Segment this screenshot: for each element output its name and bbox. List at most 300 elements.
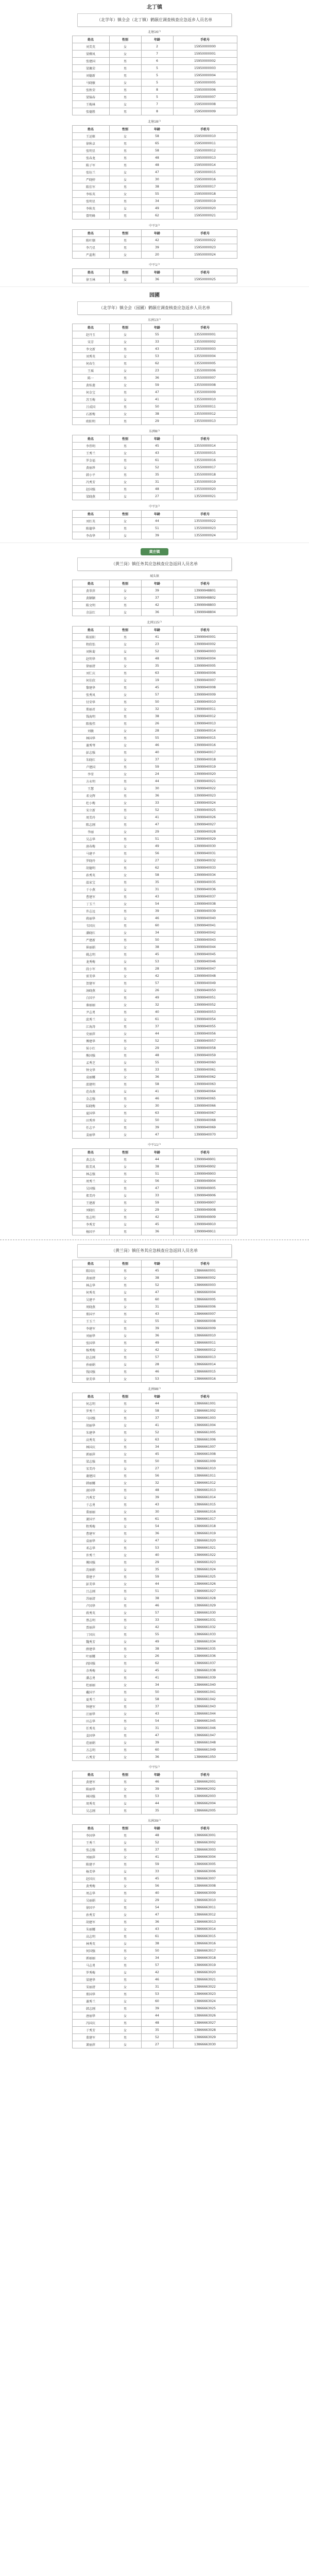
table-row <box>72 1207 237 1214</box>
cell-age: 37 <box>141 756 173 764</box>
cell-name: 余秀梅 <box>72 1667 109 1674</box>
cell-name: 蒋秀英 <box>72 1609 109 1617</box>
cell-gender: 男 <box>109 471 141 479</box>
cell-name: 程秀梅 <box>72 1523 109 1530</box>
table-row <box>72 353 237 360</box>
cell-name: 唐丽华 <box>72 2012 109 2020</box>
table-row <box>72 1016 237 1023</box>
cell-gender: 男 <box>109 908 141 915</box>
table-row <box>72 360 237 367</box>
cell-phone: 13866661013 <box>173 1487 237 1494</box>
table-row <box>72 251 237 259</box>
column-header: 手机号 <box>173 230 237 237</box>
column-header: 手机号 <box>173 1393 237 1400</box>
cell-age: 62 <box>141 1660 173 1667</box>
cell-age: 39 <box>141 2005 173 2012</box>
cell-name: 石秀芳 <box>72 1754 109 1761</box>
cell-gender: 女 <box>109 50 141 58</box>
cell-phone: 13866661042 <box>173 1696 237 1703</box>
cell-age: 23 <box>141 367 173 375</box>
cell-age: 36 <box>141 1754 173 1761</box>
table-row <box>72 641 237 648</box>
cell-phone: 13999949908 <box>173 1207 237 1214</box>
table-row <box>72 663 237 670</box>
cell-name: 张春龙 <box>72 155 109 162</box>
cell-gender: 男 <box>109 1296 141 1303</box>
cell-age: 28 <box>141 965 173 973</box>
table-row <box>72 1911 237 1919</box>
cell-age: 50 <box>141 1458 173 1465</box>
cell-phone: 13866661029 <box>173 1602 237 1609</box>
cell-name: 阎国强 <box>72 1660 109 1667</box>
cell-age: 55 <box>141 191 173 198</box>
table-row <box>72 1703 237 1710</box>
cell-phone: 13866660010 <box>173 1332 237 1340</box>
table-row <box>72 1832 237 1839</box>
cell-gender: 男 <box>109 1617 141 1624</box>
table-row <box>72 1221 237 1228</box>
cell-gender: 男 <box>109 937 141 944</box>
cell-age: 35 <box>141 1566 173 1573</box>
table-row <box>72 828 237 836</box>
table-row <box>72 929 237 937</box>
cell-phone: 15950000006 <box>173 87 237 94</box>
cell-age: 36 <box>141 1919 173 1926</box>
cell-age: 50 <box>141 1947 173 1955</box>
cell-age: 46 <box>141 1095 173 1103</box>
cell-gender: 男 <box>109 1368 141 1376</box>
cell-age: 54 <box>141 1718 173 1725</box>
cell-name: 刘秋菊 <box>72 648 109 655</box>
cell-phone: 13866663014 <box>173 1926 237 1933</box>
table-row <box>72 785 237 792</box>
column-header: 年龄 <box>141 1260 173 1267</box>
cell-age: 48 <box>141 486 173 493</box>
table-row <box>72 1660 237 1667</box>
cell-age: 35 <box>141 471 173 479</box>
roster-table <box>72 435 237 500</box>
cell-name: 宋芳 <box>72 338 109 346</box>
cell-name: 薛建华 <box>72 1646 109 1653</box>
cell-name: 赵国强 <box>72 486 109 493</box>
cell-phone: 13999940057 <box>173 1038 237 1045</box>
cell-phone: 13550000001 <box>173 331 237 338</box>
table-row <box>72 1052 237 1059</box>
cell-age: 42 <box>141 973 173 980</box>
cell-phone: 13866661045 <box>173 1718 237 1725</box>
cell-name: 汤晓燕 <box>72 987 109 994</box>
cell-gender: 女 <box>109 1163 141 1171</box>
table-row <box>72 1368 237 1376</box>
cell-phone: 13999940053 <box>173 1009 237 1016</box>
cell-age: 40 <box>141 1009 173 1016</box>
cell-phone: 13866662002 <box>173 1786 237 1793</box>
cell-age: 43 <box>141 1311 173 1318</box>
cell-phone: 13999940022 <box>173 785 237 792</box>
cell-phone: 13999940012 <box>173 713 237 720</box>
table-row <box>72 1354 237 1361</box>
cell-name: 唐国华 <box>72 1487 109 1494</box>
table-row <box>72 396 237 403</box>
cell-phone: 13866660001 <box>173 1267 237 1275</box>
cell-age: 32 <box>141 706 173 713</box>
column-header: 姓名 <box>72 1260 109 1267</box>
cell-phone: 13999940004 <box>173 655 237 663</box>
cell-phone: 15950000015 <box>173 169 237 176</box>
cell-name: 李丽 <box>72 828 109 836</box>
cell-gender: 男 <box>109 778 141 785</box>
cell-age: 53 <box>141 1545 173 1552</box>
cell-gender: 女 <box>109 2027 141 2034</box>
table-row <box>72 814 237 821</box>
cell-phone: 13866663016 <box>173 1940 237 1947</box>
cell-age: 50 <box>141 1689 173 1696</box>
cell-phone: 13999940032 <box>173 857 237 865</box>
cell-age: 61 <box>141 457 173 464</box>
cell-phone: 13866661047 <box>173 1732 237 1739</box>
table-row <box>72 1631 237 1638</box>
cell-age: 32 <box>141 1480 173 1487</box>
table-row <box>72 1347 237 1354</box>
cell-gender: 男 <box>109 1081 141 1088</box>
cell-age: 51 <box>141 836 173 843</box>
cell-phone: 13866661022 <box>173 1552 237 1559</box>
cell-gender: 男 <box>109 1472 141 1480</box>
cell-age: 60 <box>141 922 173 929</box>
cell-name: 夏国华 <box>72 1110 109 1117</box>
cell-age: 51 <box>141 1588 173 1595</box>
cell-name: 罗晓玲 <box>72 857 109 865</box>
subsection-title: 东洲39户 <box>148 1819 161 1823</box>
cell-gender: 女 <box>109 872 141 879</box>
cell-age: 32 <box>141 1002 173 1009</box>
cell-gender: 男 <box>109 1933 141 1940</box>
table-row <box>72 1494 237 1501</box>
cell-age: 36 <box>141 375 173 382</box>
cell-age: 20 <box>141 251 173 259</box>
cell-name: 邓志华 <box>72 1545 109 1552</box>
cell-gender: 男 <box>109 375 141 382</box>
cell-name: 徐丽清 <box>72 663 109 670</box>
cell-gender: 男 <box>109 1807 141 1815</box>
cell-name: 吴国强 <box>72 1185 109 1192</box>
cell-phone: 13999948801 <box>173 587 237 595</box>
cell-age: 57 <box>141 691 173 699</box>
table-row <box>72 764 237 771</box>
cell-phone: 13999940062 <box>173 1074 237 1081</box>
column-header: 手机号 <box>173 1771 237 1778</box>
cell-name: 宋丽清 <box>72 1984 109 1991</box>
table-row <box>72 1124 237 1131</box>
cell-name: 李秋英 <box>72 205 109 212</box>
cell-gender: 女 <box>109 367 141 375</box>
cell-phone: 13999940015 <box>173 735 237 742</box>
cell-age: 48 <box>141 1832 173 1839</box>
cell-phone: 13999940024 <box>173 800 237 807</box>
cell-phone: 13866661030 <box>173 1609 237 1617</box>
cell-gender: 男 <box>109 1660 141 1667</box>
cell-age: 8 <box>141 108 173 115</box>
table-row <box>72 1807 237 1815</box>
town-tag-button[interactable]: 黄庄镇 <box>141 548 168 555</box>
cell-age: 45 <box>141 1451 173 1458</box>
cell-gender: 女 <box>109 1074 141 1081</box>
cell-phone: 13550000002 <box>173 338 237 346</box>
cell-phone: 13999940061 <box>173 1066 237 1074</box>
cell-name: 孟秀芝 <box>72 1059 109 1066</box>
table-header-row <box>72 230 237 237</box>
subsection-gap <box>0 2048 309 2052</box>
table-row <box>72 1465 237 1472</box>
cell-age: 5 <box>141 72 173 79</box>
cell-phone: 13999940048 <box>173 973 237 980</box>
cell-phone: 13999940040 <box>173 915 237 922</box>
cell-phone: 13866661034 <box>173 1638 237 1646</box>
cell-phone: 13550000020 <box>173 486 237 493</box>
cell-phone: 13866661014 <box>173 1494 237 1501</box>
cell-gender: 男 <box>109 1674 141 1682</box>
cell-age: 41 <box>141 1674 173 1682</box>
cell-name: 彭志强 <box>72 749 109 756</box>
cell-age: 47 <box>141 1289 173 1296</box>
cell-name: 萧丽萍 <box>72 2041 109 2048</box>
cell-name: 邵建明 <box>72 1081 109 1088</box>
cell-phone: 13866662003 <box>173 1793 237 1800</box>
cell-gender: 女 <box>109 1682 141 1689</box>
cell-phone: 13866663017 <box>173 1947 237 1955</box>
cell-gender: 女 <box>109 1178 141 1185</box>
column-header: 性别 <box>109 126 141 133</box>
cell-age: 47 <box>141 1185 173 1192</box>
cell-phone: 13999948802 <box>173 595 237 602</box>
cell-name: 周秀兰 <box>72 1178 109 1185</box>
cell-age: 44 <box>141 2012 173 2020</box>
cell-age: 26 <box>141 987 173 994</box>
cell-age: 40 <box>141 1552 173 1559</box>
cell-phone: 13866660004 <box>173 1289 237 1296</box>
cell-name: 梁锦春 <box>72 94 109 101</box>
table-row <box>72 1609 237 1617</box>
cell-age: 29 <box>141 1559 173 1566</box>
cell-name: 雷美华 <box>72 973 109 980</box>
cell-gender: 男 <box>109 713 141 720</box>
table-row <box>72 1030 237 1038</box>
table-row <box>72 1509 237 1516</box>
cell-phone: 13866660005 <box>173 1296 237 1303</box>
cell-phone: 13866661044 <box>173 1710 237 1718</box>
cell-name: 傅建华 <box>72 1038 109 1045</box>
cell-name: 唐春梅 <box>72 843 109 850</box>
cell-gender: 男 <box>109 1038 141 1045</box>
cell-gender: 男 <box>109 1009 141 1016</box>
cell-name: 任志平 <box>72 1124 109 1131</box>
cell-name: 姜国华 <box>72 1732 109 1739</box>
cell-age: 39 <box>141 244 173 251</box>
table-row <box>72 1991 237 1998</box>
cell-age: 30 <box>141 1509 173 1516</box>
cell-gender: 女 <box>109 987 141 994</box>
cell-phone: 13866661023 <box>173 1559 237 1566</box>
table-header-row <box>72 511 237 518</box>
table-row <box>72 198 237 205</box>
cell-name: 郭丽丽 <box>72 1955 109 1962</box>
cell-gender: 男 <box>109 1976 141 1984</box>
cell-phone: 13999949907 <box>173 1199 237 1207</box>
cell-phone: 13999940006 <box>173 670 237 677</box>
cell-age: 63 <box>141 670 173 677</box>
cell-age: 55 <box>141 331 173 338</box>
cell-age: 57 <box>141 1609 173 1617</box>
cell-gender: 男 <box>109 2034 141 2041</box>
column-header: 姓名 <box>72 435 109 443</box>
cell-age: 41 <box>141 814 173 821</box>
cell-gender: 男 <box>109 1325 141 1332</box>
cell-gender: 女 <box>109 648 141 655</box>
cell-name: 谢建国 <box>72 1472 109 1480</box>
cell-age: 59 <box>141 1199 173 1207</box>
table-row <box>72 1854 237 1861</box>
cell-name: 宋立新 <box>72 807 109 814</box>
cell-gender: 女 <box>109 1725 141 1732</box>
cell-phone: 13866661035 <box>173 1646 237 1653</box>
cell-gender: 女 <box>109 382 141 389</box>
cell-phone: 13866661008 <box>173 1451 237 1458</box>
cell-age: 56 <box>141 1178 173 1185</box>
cell-gender: 男 <box>109 735 141 742</box>
section-divider <box>0 286 309 287</box>
cell-name: 严蕊利 <box>72 251 109 259</box>
cell-age: 52 <box>141 807 173 814</box>
column-header: 姓名 <box>72 1825 109 1832</box>
cell-name: 高志明 <box>72 1933 109 1940</box>
table-row <box>72 79 237 87</box>
cell-gender: 女 <box>109 1436 141 1444</box>
cell-name: 韦国庆 <box>72 922 109 929</box>
cell-age: 38 <box>141 713 173 720</box>
cell-phone: 13866661049 <box>173 1747 237 1754</box>
table-row <box>72 1653 237 1660</box>
cell-age: 56 <box>141 1472 173 1480</box>
table-row <box>72 237 237 244</box>
cell-name: 朱建华 <box>72 1429 109 1436</box>
table-row <box>72 176 237 183</box>
table-row <box>72 183 237 191</box>
cell-phone: 13999948804 <box>173 609 237 616</box>
table-row <box>72 1199 237 1207</box>
table-row <box>72 471 237 479</box>
table-row <box>72 706 237 713</box>
cell-gender: 男 <box>109 418 141 425</box>
cell-age: 40 <box>141 1890 173 1897</box>
cell-phone: 13866660003 <box>173 1282 237 1289</box>
cell-name: 郑国华 <box>72 1991 109 1998</box>
cell-name: 陈叶顺 <box>72 237 109 244</box>
column-header: 手机号 <box>173 435 237 443</box>
cell-age: 6 <box>141 58 173 65</box>
cell-gender: 男 <box>109 1861 141 1868</box>
cell-phone: 13866663005 <box>173 1861 237 1868</box>
cell-gender: 女 <box>109 2012 141 2020</box>
cell-name: 王梅林 <box>72 101 109 108</box>
cell-phone: 13550000013 <box>173 418 237 425</box>
cell-age: 33 <box>141 800 173 807</box>
cell-gender: 女 <box>109 691 141 699</box>
cell-name: 朱丽娜 <box>72 1926 109 1933</box>
cell-age: 47 <box>141 1537 173 1545</box>
cell-age: 41 <box>141 1422 173 1429</box>
cell-name: 陈丽华 <box>72 1786 109 1793</box>
cell-gender: 男 <box>109 525 141 532</box>
cell-age: 42 <box>141 1624 173 1631</box>
cell-phone: 13866662005 <box>173 1807 237 1815</box>
cell-age: 48 <box>141 655 173 663</box>
table-row <box>72 857 237 865</box>
table-row <box>72 937 237 944</box>
column-header: 年龄 <box>141 1825 173 1832</box>
cell-gender: 男 <box>109 237 141 244</box>
cell-age: 58 <box>141 1696 173 1703</box>
cell-gender: 男 <box>109 807 141 814</box>
cell-phone: 13866663027 <box>173 2020 237 2027</box>
table-row <box>72 1289 237 1296</box>
cell-gender: 男 <box>109 720 141 727</box>
table-row <box>72 338 237 346</box>
cell-name: 冯秀芳 <box>72 1494 109 1501</box>
cell-age: 57 <box>141 1354 173 1361</box>
cell-name: 冯秀芳 <box>72 479 109 486</box>
cell-age: 8 <box>141 87 173 94</box>
cell-gender: 男 <box>109 1832 141 1839</box>
table-row <box>72 587 237 595</box>
cell-name: 秦丽丽 <box>72 1002 109 1009</box>
cell-name: 刘德新 <box>72 72 109 79</box>
cell-age: 46 <box>141 915 173 922</box>
table-row <box>72 1624 237 1631</box>
cell-phone: 15950000004 <box>173 72 237 79</box>
cell-name: 于小燕 <box>72 886 109 893</box>
cell-age: 29 <box>141 1897 173 1904</box>
cell-gender: 女 <box>109 1667 141 1674</box>
cell-name: 刘仁庆 <box>72 670 109 677</box>
cell-gender: 男 <box>109 684 141 691</box>
table-row <box>72 901 237 908</box>
cell-phone: 13866663002 <box>173 1839 237 1846</box>
table-row <box>72 493 237 500</box>
cell-gender: 男 <box>109 1487 141 1494</box>
table-row <box>72 1646 237 1653</box>
cell-age: 30 <box>141 785 173 792</box>
cell-name: 龙秀梅 <box>72 958 109 965</box>
table-row <box>72 1436 237 1444</box>
cell-gender: 女 <box>109 727 141 735</box>
cell-gender: 女 <box>109 1347 141 1354</box>
cell-age: 50 <box>141 699 173 706</box>
table-row <box>72 1667 237 1674</box>
cell-name: 张建国 <box>72 58 109 65</box>
column-header: 性别 <box>109 1771 141 1778</box>
cell-age: 55 <box>141 1631 173 1638</box>
cell-name: 陈俊伟 <box>72 720 109 727</box>
cell-name: 王建新 <box>72 1199 109 1207</box>
cell-phone: 13999948803 <box>173 602 237 609</box>
table-header-row <box>72 324 237 331</box>
cell-gender: 女 <box>109 1192 141 1199</box>
table-row <box>72 1933 237 1940</box>
cell-gender: 男 <box>109 403 141 411</box>
cell-gender: 男 <box>109 850 141 857</box>
cell-age: 38 <box>141 1163 173 1171</box>
cell-phone: 13866661003 <box>173 1415 237 1422</box>
